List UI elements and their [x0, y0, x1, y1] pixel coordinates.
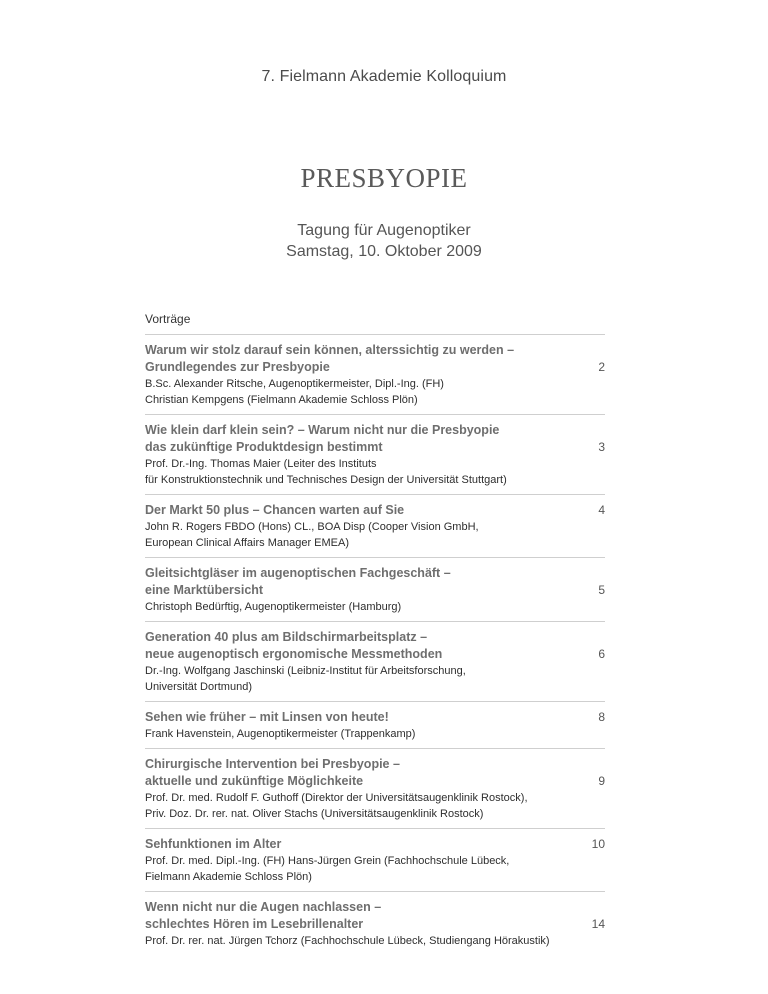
- talk-page-number: 9: [598, 774, 605, 788]
- talk-item: [145, 828, 605, 891]
- subtitle-line-2: Samstag, 10. Oktober 2009: [286, 243, 482, 260]
- talk-item: [145, 748, 605, 828]
- section-label: Vorträge: [145, 312, 191, 326]
- talk-speaker-line: Dr.-Ing. Wolfgang Jaschinski (Leibniz-Institut für Arbeitsforschung,: [145, 665, 466, 677]
- talk-page-number: 6: [598, 647, 605, 661]
- talk-title-line: Sehen wie früher – mit Linsen von heute!: [145, 710, 389, 724]
- talk-title-line: schlechtes Hören im Lesebrillenalter: [145, 917, 364, 931]
- talk-title-line: eine Marktübersicht: [145, 583, 264, 597]
- talk-page-number: 8: [598, 710, 605, 724]
- talk-title-line: Wenn nicht nur die Augen nachlassen –: [145, 900, 382, 914]
- talk-title-line: Warum wir stolz darauf sein können, alterssichtig zu werden –: [145, 343, 515, 357]
- talk-title-line: neue augenoptisch ergonomische Messmethoden: [145, 647, 443, 661]
- event-name: 7. Fielmann Akademie Kolloquium: [261, 68, 507, 85]
- talk-speaker-line: Prof. Dr. med. Dipl.-Ing. (FH) Hans-Jürgen Grein (Fachhochschule Lübeck,: [145, 855, 510, 867]
- talk-speaker-line: Priv. Doz. Dr. rer. nat. Oliver Stachs (Universitätsaugenklinik Rostock): [145, 808, 484, 820]
- talk-title-line: Generation 40 plus am Bildschirmarbeitsplatz –: [145, 630, 428, 644]
- talk-title-line: aktuelle und zukünftige Möglichkeite: [145, 774, 364, 788]
- subtitle-line-1: Tagung für Augenoptiker: [297, 222, 471, 239]
- talk-item: [145, 891, 605, 955]
- talk-item: [145, 494, 605, 557]
- talk-speaker-line: für Konstruktionstechnik und Technisches Design der Universität Stuttgart): [145, 474, 507, 486]
- talk-title-line: Wie klein darf klein sein? – Warum nicht nur die Presbyopie: [145, 423, 500, 437]
- talk-title-line: Chirurgische Intervention bei Presbyopie –: [145, 757, 400, 771]
- talk-item: [145, 621, 605, 701]
- talk-speaker-line: Christian Kempgens (Fielmann Akademie Schloss Plön): [145, 394, 418, 406]
- talk-item: [145, 557, 605, 621]
- talk-page-number: 3: [598, 440, 605, 454]
- talk-title-line: das zukünftige Produktdesign bestimmt: [145, 440, 383, 454]
- event-subtitle: [0, 220, 768, 262]
- talk-speaker-line: Christoph Bedürftig, Augenoptikermeister (Hamburg): [145, 601, 402, 613]
- talk-speaker-line: Prof. Dr.-Ing. Thomas Maier (Leiter des Instituts: [145, 458, 377, 470]
- talk-page-number: 2: [598, 360, 605, 374]
- talk-page-number: 14: [591, 917, 605, 931]
- talk-title-line: Der Markt 50 plus – Chancen warten auf Sie: [145, 503, 405, 517]
- talk-speaker-line: Prof. Dr. med. Rudolf F. Guthoff (Direktor der Universitätsaugenklinik Rostock),: [145, 792, 528, 804]
- talk-item: [145, 334, 605, 414]
- talk-title-line: Gleitsichtgläser im augenoptischen Fachgeschäft –: [145, 566, 451, 580]
- talk-speaker-line: John R. Rogers FBDO (Hons) CL., BOA Disp (Cooper Vision GmbH,: [145, 521, 479, 533]
- talk-item: [145, 414, 605, 494]
- page-title: PRESBYOPIE: [300, 163, 468, 193]
- talk-speaker-line: Fielmann Akademie Schloss Plön): [145, 871, 312, 883]
- talk-list: [145, 334, 605, 955]
- talk-speaker-line: B.Sc. Alexander Ritsche, Augenoptikermeister, Dipl.-Ing. (FH): [145, 378, 444, 390]
- talk-speaker-line: Frank Havenstein, Augenoptikermeister (Trappenkamp): [145, 728, 416, 740]
- talk-item: [145, 701, 605, 748]
- talk-page-number: 10: [591, 837, 605, 851]
- talk-title-line: Grundlegendes zur Presbyopie: [145, 360, 330, 374]
- talk-page-number: 5: [598, 583, 605, 597]
- talk-title-line: Sehfunktionen im Alter: [145, 837, 282, 851]
- talk-page-number: 4: [598, 503, 605, 517]
- talk-speaker-line: Universität Dortmund): [145, 681, 252, 693]
- talk-speaker-line: European Clinical Affairs Manager EMEA): [145, 537, 350, 549]
- talk-speaker-line: Prof. Dr. rer. nat. Jürgen Tchorz (Fachhochschule Lübeck, Studiengang Hörakustik): [145, 935, 550, 947]
